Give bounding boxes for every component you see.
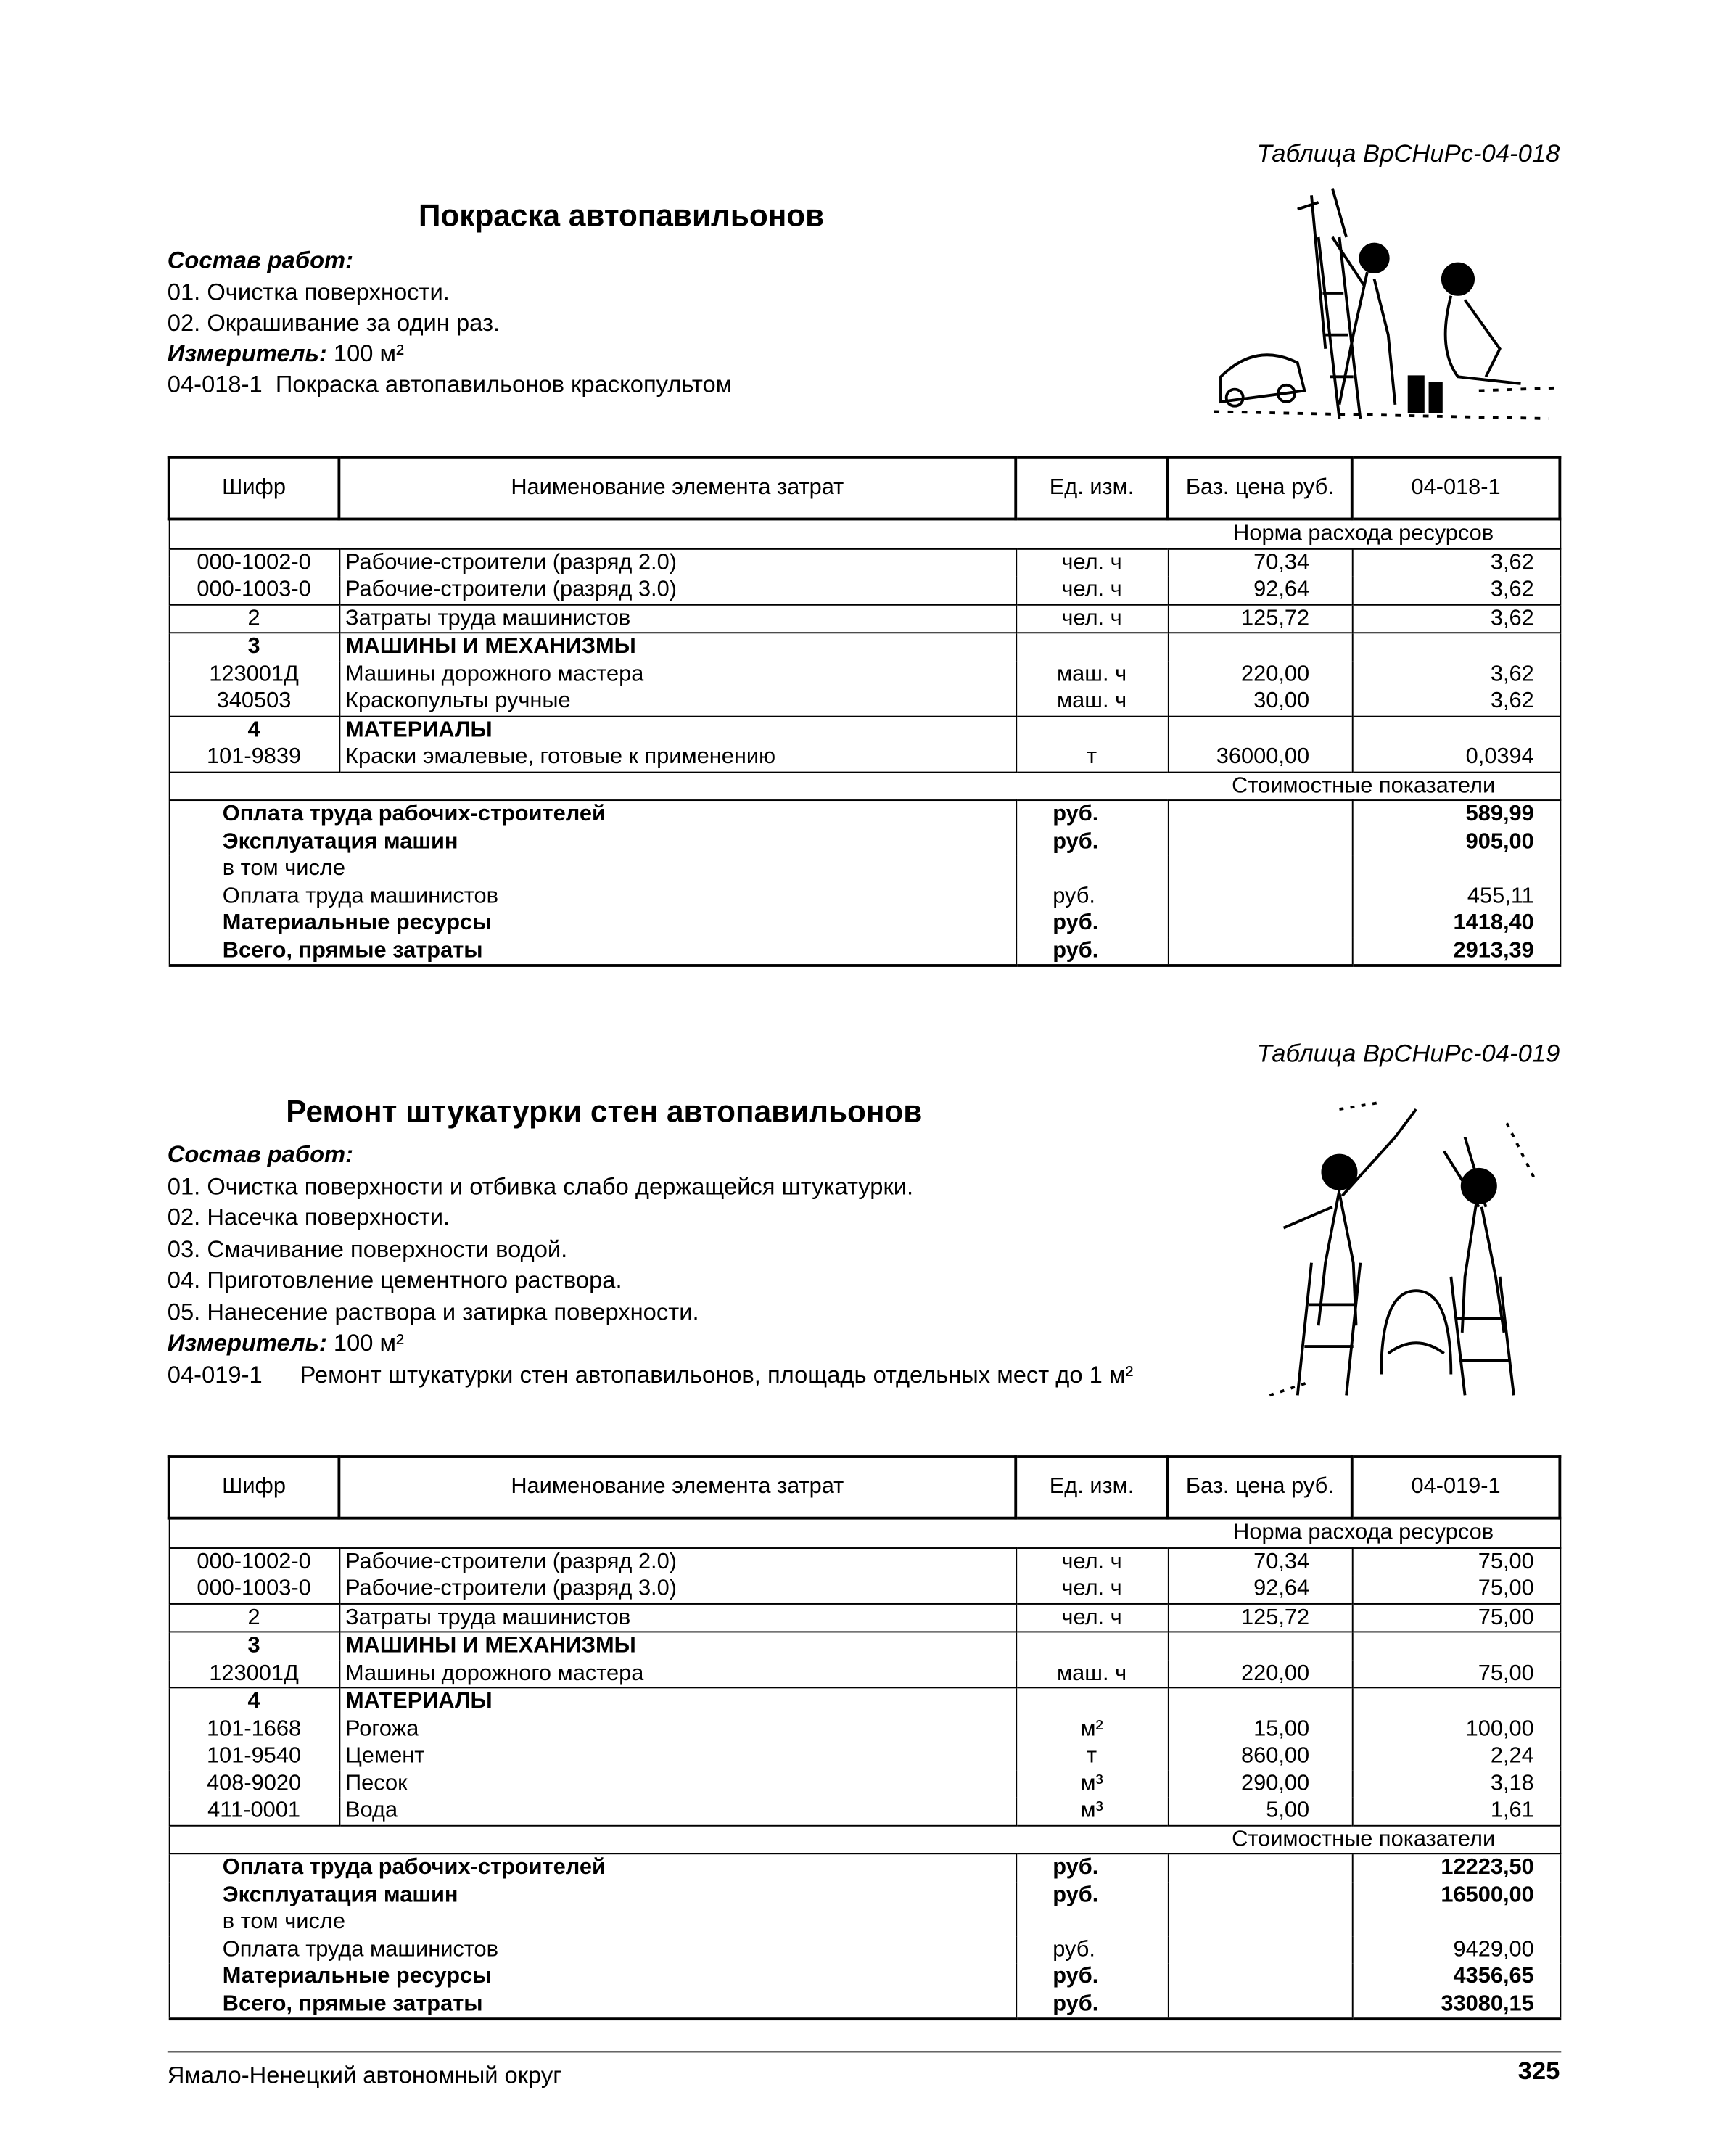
- name-cell: Рабочие-строители (разряд 2.0): [339, 1547, 1016, 1575]
- summary-name: Оплата труда машинистов: [169, 1936, 1016, 1964]
- unit-cell: чел. ч: [1016, 548, 1168, 576]
- summary-price-empty: [1168, 1936, 1352, 1964]
- unit-cell: т: [1016, 1743, 1168, 1770]
- price-cell: 125,72: [1168, 604, 1352, 633]
- name-cell: Машины дорожного мастера: [339, 1660, 1016, 1687]
- cost-label: Стоимостные показатели: [1168, 772, 1560, 800]
- value-cell: [1352, 716, 1560, 744]
- unit-cell: [1016, 1687, 1168, 1715]
- header-unit: Ед. изм.: [1016, 1457, 1168, 1518]
- price-cell: 36000,00: [1168, 744, 1352, 771]
- plastering-illustration: [1256, 1095, 1562, 1402]
- summary-unit: руб.: [1016, 800, 1168, 828]
- summary-price-empty: [1168, 1991, 1352, 2019]
- norm-label: Норма расхода ресурсов: [1168, 519, 1560, 548]
- table-row: [169, 1716, 1560, 1743]
- summary-unit: руб.: [1016, 1991, 1168, 2019]
- summary-name: Всего, прямые затраты: [169, 1991, 1016, 2019]
- code-cell: 101-1668: [169, 1716, 339, 1743]
- price-cell: 15,00: [1168, 1716, 1352, 1743]
- name-cell: Рабочие-строители (разряд 3.0): [339, 1576, 1016, 1603]
- summary-unit: руб.: [1016, 883, 1168, 910]
- summary-row: [169, 1882, 1560, 1909]
- price-cell: 125,72: [1168, 1603, 1352, 1632]
- value-cell: 3,62: [1352, 548, 1560, 576]
- code-cell: 3: [169, 633, 339, 660]
- meter-value: 100 м²: [333, 1330, 404, 1357]
- unit-cell: [1016, 633, 1168, 660]
- spacer: [169, 1825, 1168, 1853]
- table-row: [169, 661, 1560, 688]
- price-cell: 70,34: [1168, 1547, 1352, 1575]
- table-row: [169, 1770, 1560, 1798]
- code-cell: 4: [169, 716, 339, 744]
- name-cell: МАТЕРИАЛЫ: [339, 716, 1016, 744]
- unit-cell: м³: [1016, 1797, 1168, 1824]
- item-text: Покраска автопавильонов краскопультом: [275, 371, 733, 398]
- name-cell: МАШИНЫ И МЕХАНИЗМЫ: [339, 633, 1016, 660]
- composition-label: Состав работ:: [167, 247, 354, 273]
- header-price: Баз. цена руб.: [1168, 1457, 1352, 1518]
- price-cell: 860,00: [1168, 1743, 1352, 1770]
- norm-label-row: [169, 519, 1560, 548]
- summary-name: Материальные ресурсы: [169, 1963, 1016, 1991]
- cost-label: Стоимостные показатели: [1168, 1825, 1560, 1853]
- summary-row: [169, 1909, 1560, 1936]
- step: 01. Очистка поверхности и отбивка слабо держащейся штукатурки.: [167, 1173, 914, 1201]
- summary-name: в том числе: [169, 1909, 1016, 1936]
- table-header-row: [169, 1457, 1560, 1518]
- unit-cell: [1016, 1632, 1168, 1659]
- unit-cell: чел. ч: [1016, 576, 1168, 604]
- summary-price-empty: [1168, 1882, 1352, 1909]
- summary-name: Материальные ресурсы: [169, 910, 1016, 937]
- code-cell: 411-0001: [169, 1797, 339, 1824]
- code-cell: 101-9540: [169, 1743, 339, 1770]
- spacer: [169, 772, 1168, 800]
- summary-name: Оплата труда рабочих-строителей: [169, 1853, 1016, 1881]
- composition-label: Состав работ:: [167, 1141, 354, 1168]
- meter-line: [168, 340, 404, 368]
- table-row: [169, 604, 1560, 633]
- summary-price-empty: [1168, 800, 1352, 828]
- cost-label-row: [169, 1825, 1560, 1853]
- summary-unit: руб.: [1016, 1936, 1168, 1964]
- price-cell: [1168, 633, 1352, 660]
- summary-row: [169, 883, 1560, 910]
- price-cell: 220,00: [1168, 661, 1352, 688]
- summary-unit: [1016, 855, 1168, 883]
- header-code: Шифр: [169, 1457, 339, 1518]
- unit-cell: т: [1016, 744, 1168, 771]
- summary-price-empty: [1168, 1963, 1352, 1991]
- summary-price-empty: [1168, 1909, 1352, 1936]
- summary-row: [169, 1991, 1560, 2019]
- summary-value: 2913,39: [1352, 937, 1560, 966]
- table-label: Таблица ВрСНиРс-04-018: [1256, 139, 1560, 168]
- summary-value: 9429,00: [1352, 1936, 1560, 1964]
- table-row: [169, 1660, 1560, 1687]
- table-row: [169, 1547, 1560, 1575]
- name-cell: Рогожа: [339, 1716, 1016, 1743]
- summary-value: [1352, 855, 1560, 883]
- header-code: Шифр: [169, 458, 339, 519]
- price-cell: [1168, 1687, 1352, 1715]
- summary-value: 1418,40: [1352, 910, 1560, 937]
- table-row: [169, 1603, 1560, 1632]
- summary-value: 455,11: [1352, 883, 1560, 910]
- summary-name: Оплата труда машинистов: [169, 883, 1016, 910]
- value-cell: 1,61: [1352, 1797, 1560, 1824]
- code-cell: 408-9020: [169, 1770, 339, 1798]
- meter-line: [168, 1330, 404, 1357]
- summary-name: в том числе: [169, 855, 1016, 883]
- summary-row: [169, 910, 1560, 937]
- summary-price-empty: [1168, 937, 1352, 966]
- summary-unit: руб.: [1016, 937, 1168, 966]
- unit-cell: чел. ч: [1016, 1576, 1168, 1603]
- unit-cell: чел. ч: [1016, 604, 1168, 633]
- summary-value: 905,00: [1352, 828, 1560, 856]
- value-cell: [1352, 633, 1560, 660]
- footer-divider: [168, 2051, 1561, 2052]
- unit-cell: м²: [1016, 1716, 1168, 1743]
- name-cell: Песок: [339, 1770, 1016, 1798]
- summary-name: Всего, прямые затраты: [169, 937, 1016, 966]
- footer-region: Ямало-Ненецкий автономный округ: [167, 2062, 562, 2089]
- unit-cell: чел. ч: [1016, 1603, 1168, 1632]
- unit-cell: м³: [1016, 1770, 1168, 1798]
- name-cell: Затраты труда машинистов: [339, 604, 1016, 633]
- code-cell: 000-1002-0: [169, 1547, 339, 1575]
- code-cell: 4: [169, 1687, 339, 1715]
- value-cell: 3,62: [1352, 576, 1560, 604]
- summary-unit: руб.: [1016, 1853, 1168, 1881]
- header-value: 04-018-1: [1352, 458, 1560, 519]
- table-row: [169, 688, 1560, 715]
- step: 02. Насечка поверхности.: [167, 1204, 450, 1231]
- table-group-heading: [169, 633, 1560, 660]
- summary-row: [169, 1853, 1560, 1881]
- header-unit: Ед. изм.: [1016, 458, 1168, 519]
- summary-value: 16500,00: [1352, 1882, 1560, 1909]
- norm-label: Норма расхода ресурсов: [1168, 1518, 1560, 1547]
- value-cell: 75,00: [1352, 1547, 1560, 1575]
- price-cell: 92,64: [1168, 1576, 1352, 1603]
- name-cell: Цемент: [339, 1743, 1016, 1770]
- price-cell: 5,00: [1168, 1797, 1352, 1824]
- spacer: [169, 1518, 1168, 1547]
- value-cell: 75,00: [1352, 1660, 1560, 1687]
- summary-row: [169, 828, 1560, 856]
- summary-row: [169, 800, 1560, 828]
- table-row: [169, 576, 1560, 604]
- code-cell: 2: [169, 604, 339, 633]
- cost-table: [168, 1455, 1561, 2020]
- meter-label: Измеритель:: [167, 1330, 327, 1357]
- name-cell: Вода: [339, 1797, 1016, 1824]
- unit-cell: [1016, 716, 1168, 744]
- step: 05. Нанесение раствора и затирка поверхности.: [167, 1299, 699, 1326]
- section-title: Покраска автопавильонов: [419, 198, 825, 234]
- table-row: [169, 1576, 1560, 1603]
- value-cell: [1352, 1687, 1560, 1715]
- summary-row: [169, 1936, 1560, 1964]
- item-line: [168, 1360, 1137, 1391]
- summary-name: Эксплуатация машин: [169, 828, 1016, 856]
- unit-cell: маш. ч: [1016, 688, 1168, 715]
- spacer: [169, 519, 1168, 548]
- table-group-heading: [169, 1632, 1560, 1659]
- summary-price-empty: [1168, 855, 1352, 883]
- price-cell: 70,34: [1168, 548, 1352, 576]
- name-cell: Рабочие-строители (разряд 3.0): [339, 576, 1016, 604]
- item-text: Ремонт штукатурки стен автопавильонов, площадь отдельных мест до 1 м²: [300, 1362, 1134, 1388]
- norm-label-row: [169, 1518, 1560, 1547]
- value-cell: 2,24: [1352, 1743, 1560, 1770]
- summary-price-empty: [1168, 828, 1352, 856]
- price-cell: 290,00: [1168, 1770, 1352, 1798]
- table-group-heading: [169, 716, 1560, 744]
- price-cell: 220,00: [1168, 1660, 1352, 1687]
- header-value: 04-019-1: [1352, 1457, 1560, 1518]
- name-cell: Машины дорожного мастера: [339, 661, 1016, 688]
- table-label: Таблица ВрСНиРс-04-019: [1256, 1039, 1560, 1068]
- header-price: Баз. цена руб.: [1168, 458, 1352, 519]
- value-cell: 3,62: [1352, 661, 1560, 688]
- summary-value: 589,99: [1352, 800, 1560, 828]
- summary-unit: [1016, 1909, 1168, 1936]
- summary-unit: руб.: [1016, 828, 1168, 856]
- summary-row: [169, 937, 1560, 966]
- value-cell: 100,00: [1352, 1716, 1560, 1743]
- summary-unit: руб.: [1016, 1963, 1168, 1991]
- name-cell: МАШИНЫ И МЕХАНИЗМЫ: [339, 1632, 1016, 1659]
- price-cell: [1168, 1632, 1352, 1659]
- table-row: [169, 548, 1560, 576]
- name-cell: Краскопульты ручные: [339, 688, 1016, 715]
- item-line: [168, 371, 732, 399]
- cost-table: [168, 456, 1561, 967]
- code-cell: 000-1003-0: [169, 1576, 339, 1603]
- section-title: Ремонт штукатурки стен автопавильонов: [286, 1093, 923, 1130]
- meter-label: Измеритель:: [167, 340, 327, 367]
- code-cell: 340503: [169, 688, 339, 715]
- code-cell: 123001Д: [169, 1660, 339, 1687]
- meter-value: 100 м²: [333, 340, 404, 367]
- cost-label-row: [169, 772, 1560, 800]
- table-group-heading: [169, 1687, 1560, 1715]
- unit-cell: маш. ч: [1016, 1660, 1168, 1687]
- summary-price-empty: [1168, 910, 1352, 937]
- code-cell: 101-9839: [169, 744, 339, 771]
- summary-row: [169, 1963, 1560, 1991]
- value-cell: [1352, 1632, 1560, 1659]
- summary-value: [1352, 1909, 1560, 1936]
- summary-value: 33080,15: [1352, 1991, 1560, 2019]
- summary-price-empty: [1168, 1853, 1352, 1881]
- price-cell: 30,00: [1168, 688, 1352, 715]
- step: 03. Смачивание поверхности водой.: [167, 1236, 568, 1263]
- summary-row: [169, 855, 1560, 883]
- value-cell: 3,18: [1352, 1770, 1560, 1798]
- table-row: [169, 744, 1560, 771]
- value-cell: 0,0394: [1352, 744, 1560, 771]
- summary-name: Оплата труда рабочих-строителей: [169, 800, 1016, 828]
- summary-price-empty: [1168, 883, 1352, 910]
- price-cell: [1168, 716, 1352, 744]
- name-cell: Затраты труда машинистов: [339, 1603, 1016, 1632]
- header-name: Наименование элемента затрат: [339, 458, 1016, 519]
- table-row: [169, 1797, 1560, 1824]
- header-name: Наименование элемента затрат: [339, 1457, 1016, 1518]
- value-cell: 3,62: [1352, 604, 1560, 633]
- name-cell: МАТЕРИАЛЫ: [339, 1687, 1016, 1715]
- code-cell: 123001Д: [169, 661, 339, 688]
- value-cell: 75,00: [1352, 1576, 1560, 1603]
- summary-value: 12223,50: [1352, 1853, 1560, 1881]
- item-code: 04-019-1: [167, 1362, 263, 1388]
- painting-illustration: [1200, 181, 1562, 426]
- value-cell: 75,00: [1352, 1603, 1560, 1632]
- summary-unit: руб.: [1016, 910, 1168, 937]
- name-cell: Краски эмалевые, готовые к применению: [339, 744, 1016, 771]
- value-cell: 3,62: [1352, 688, 1560, 715]
- name-cell: Рабочие-строители (разряд 2.0): [339, 548, 1016, 576]
- page-number: 325: [1517, 2057, 1560, 2085]
- unit-cell: чел. ч: [1016, 1547, 1168, 1575]
- summary-name: Эксплуатация машин: [169, 1882, 1016, 1909]
- step: 04. Приготовление цементного раствора.: [167, 1267, 622, 1293]
- step: 01. Очистка поверхности.: [167, 279, 450, 306]
- table-row: [169, 1743, 1560, 1770]
- table-header-row: [169, 458, 1560, 519]
- code-cell: 000-1003-0: [169, 576, 339, 604]
- unit-cell: маш. ч: [1016, 661, 1168, 688]
- code-cell: 000-1002-0: [169, 548, 339, 576]
- code-cell: 3: [169, 1632, 339, 1659]
- summary-unit: руб.: [1016, 1882, 1168, 1909]
- summary-value: 4356,65: [1352, 1963, 1560, 1991]
- code-cell: 2: [169, 1603, 339, 1632]
- price-cell: 92,64: [1168, 576, 1352, 604]
- step: 02. Окрашивание за один раз.: [167, 309, 501, 337]
- item-code: 04-018-1: [167, 371, 263, 398]
